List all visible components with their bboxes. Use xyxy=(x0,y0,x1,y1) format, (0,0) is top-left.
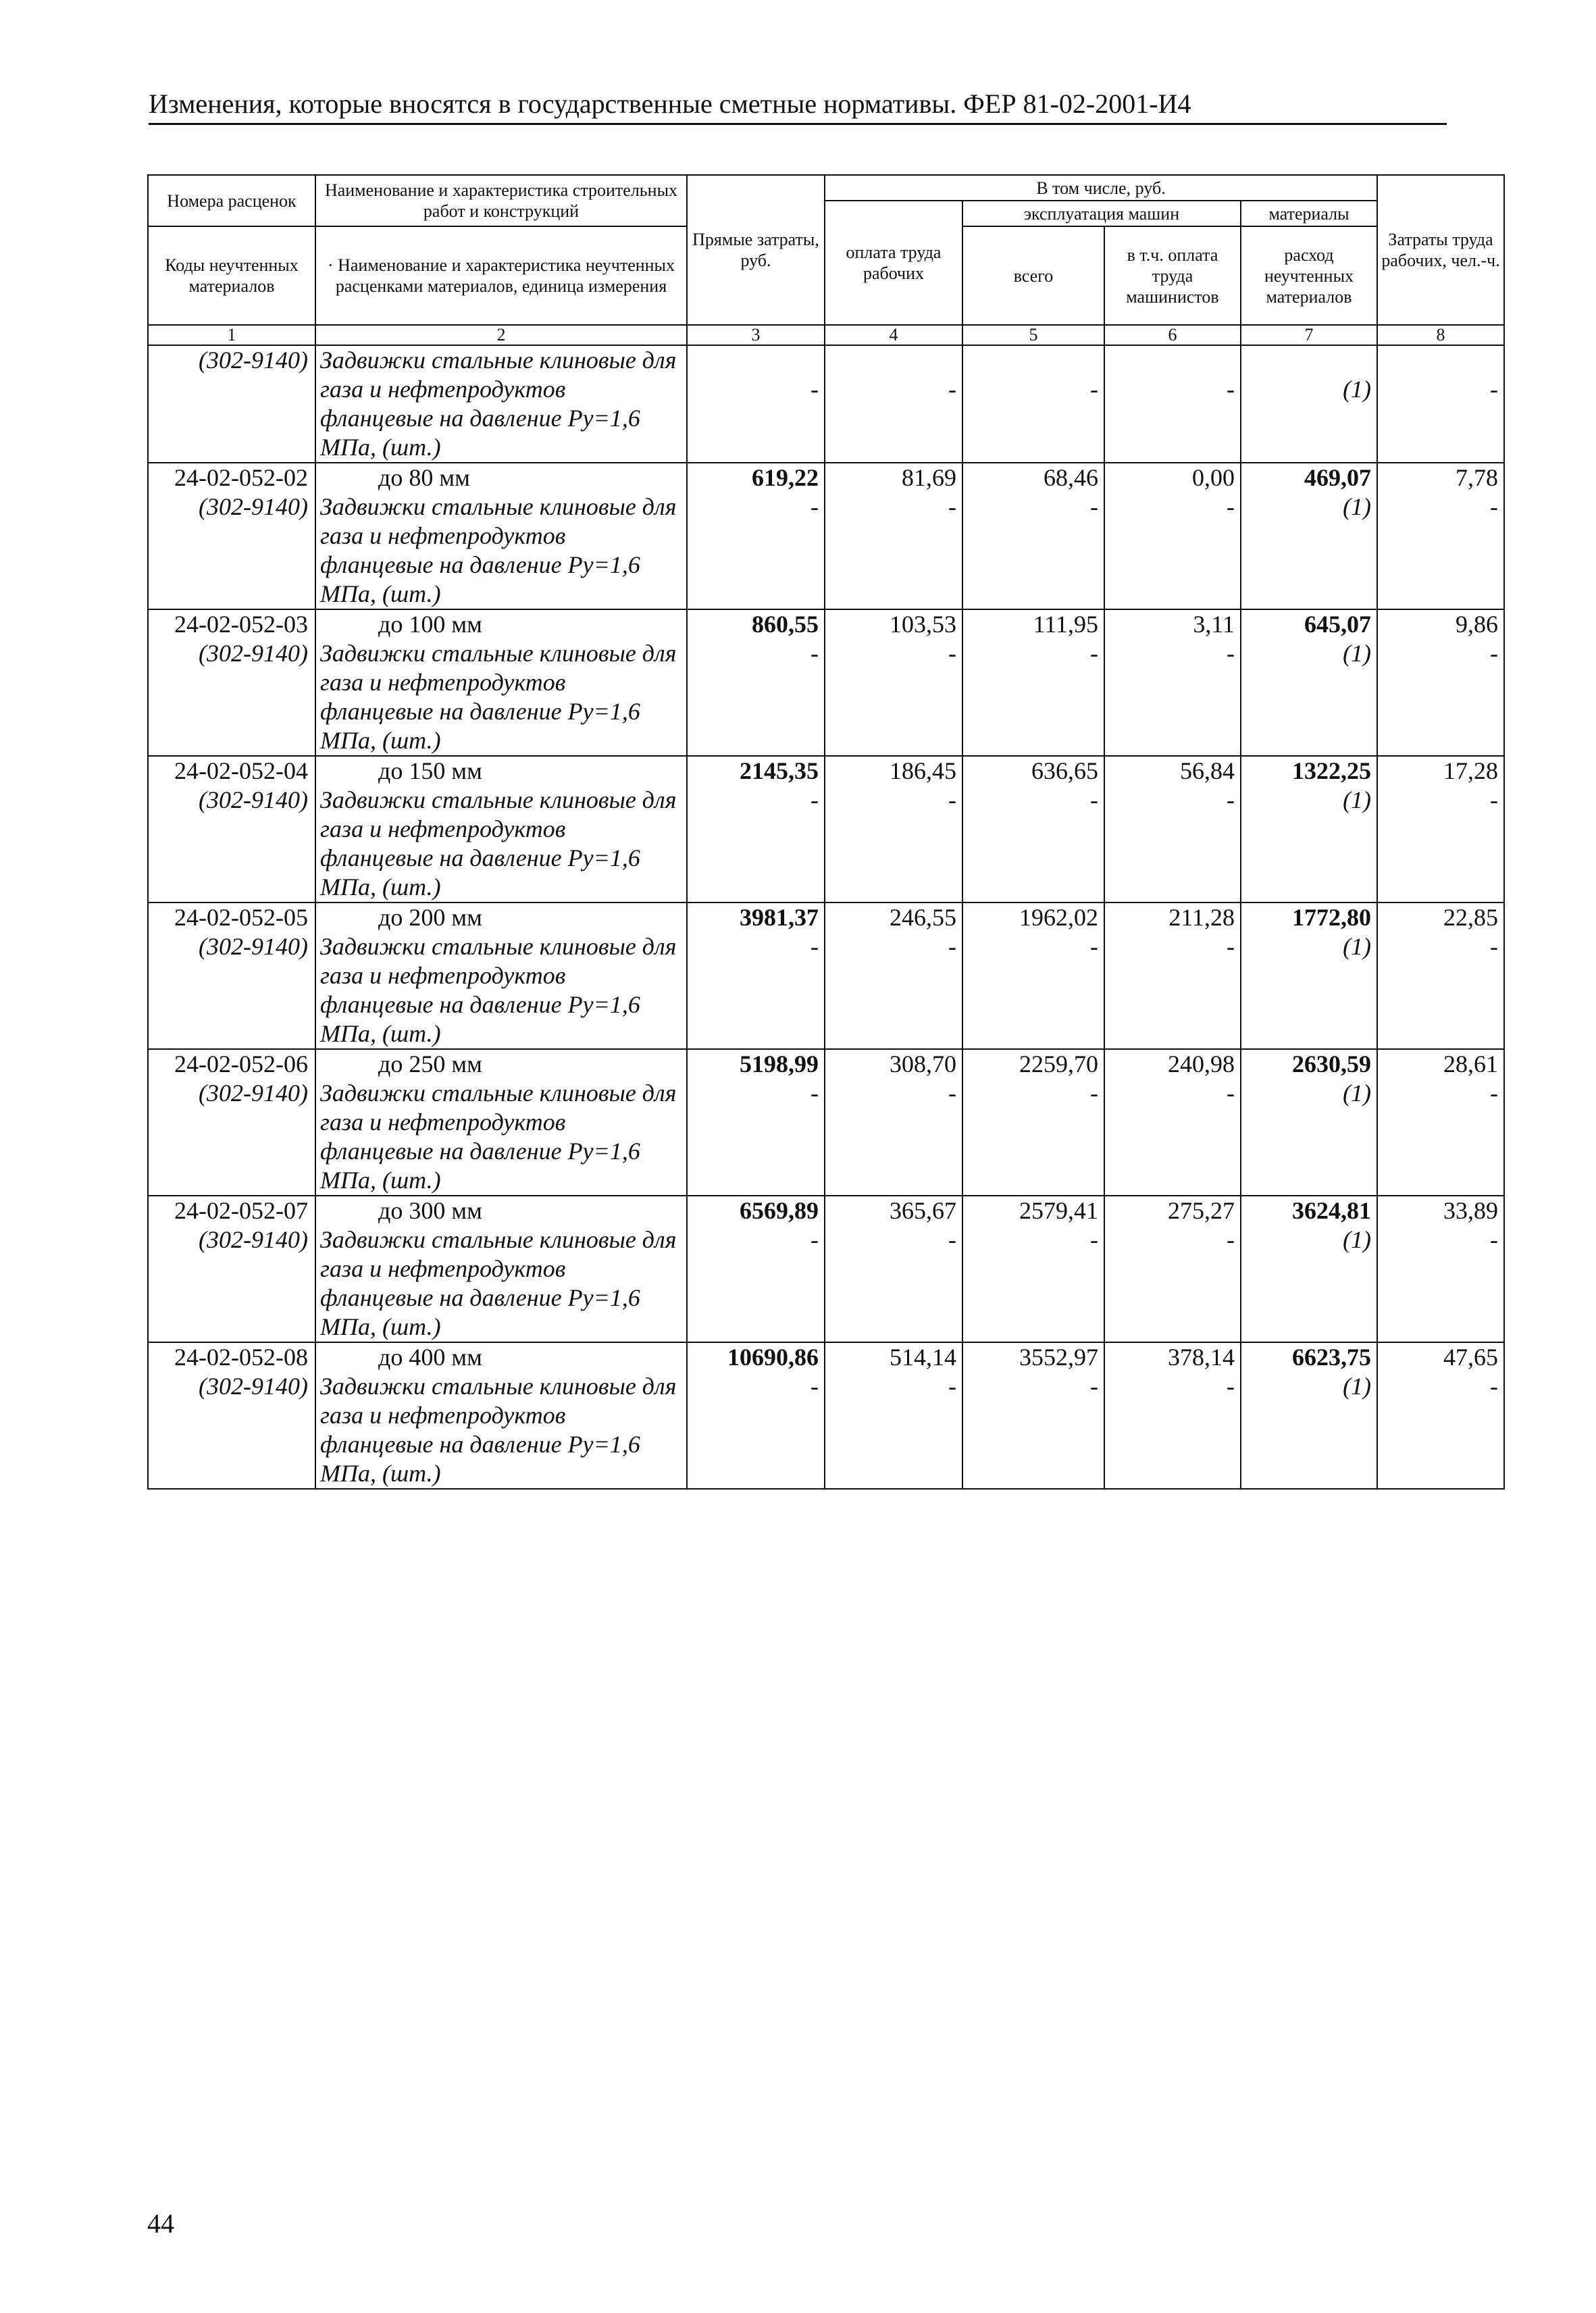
labor-hours-cell xyxy=(1377,1342,1504,1489)
value: 2630,59 xyxy=(1292,1050,1372,1077)
value: 186,45 xyxy=(890,757,956,784)
column-number: 4 xyxy=(825,325,962,345)
header-labor-pay: оплата труда рабочих xyxy=(825,201,962,325)
value: 645,07 xyxy=(1304,611,1372,638)
value-sub: - xyxy=(1227,376,1235,403)
value-sub: - xyxy=(810,376,819,403)
header-labor-costs: Затраты труда рабочих, чел.-ч. xyxy=(1377,175,1504,325)
header-machinist-pay: в т.ч. оплата труда машинистов xyxy=(1104,226,1241,325)
value xyxy=(1378,346,1498,375)
rate-code: 24-02-052-07 xyxy=(174,1197,308,1224)
direct-costs-cell xyxy=(687,756,825,903)
machinist-pay-cell xyxy=(1104,903,1241,1049)
value-sub: - xyxy=(810,786,819,813)
value-sub: - xyxy=(810,1373,819,1400)
name-cell xyxy=(315,756,687,903)
value: 211,28 xyxy=(1168,904,1235,931)
material-name: Задвижки стальные клиновые для газа и нефтепродуктов фланцевые на давление Ру=1,6 МПа, (шт.) xyxy=(320,933,677,1047)
work-name: до 250 мм xyxy=(378,1050,482,1077)
value: 514,14 xyxy=(890,1344,956,1371)
header-including: В том числе, руб. xyxy=(825,175,1377,201)
value-sub: (1) xyxy=(1343,376,1372,403)
name-cell xyxy=(315,1196,687,1342)
labor-pay-cell xyxy=(825,1049,962,1196)
column-number: 3 xyxy=(687,325,825,345)
value: 275,27 xyxy=(1168,1197,1235,1224)
value-sub: - xyxy=(810,640,819,667)
column-numbers-row xyxy=(148,325,1504,345)
value: 103,53 xyxy=(890,611,956,638)
value-sub: - xyxy=(1090,1226,1098,1253)
value-sub: - xyxy=(1090,493,1098,520)
material-code: (302-9140) xyxy=(199,933,308,960)
labor-hours-cell xyxy=(1377,463,1504,609)
machine-total-cell xyxy=(962,1342,1104,1489)
rate-code: 24-02-052-05 xyxy=(174,904,308,931)
value-sub: - xyxy=(948,640,956,667)
value: 365,67 xyxy=(890,1197,956,1224)
rate-code-cell xyxy=(148,903,315,1049)
rate-code: 24-02-052-02 xyxy=(174,464,308,491)
value-sub: - xyxy=(1090,933,1098,960)
header-materials: материалы xyxy=(1241,201,1377,226)
value-sub: (1) xyxy=(1343,1079,1372,1107)
material-name: Задвижки стальные клиновые для газа и нефтепродуктов фланцевые на давление Ру=1,6 МПа, (шт.) xyxy=(320,1373,677,1487)
direct-costs-cell xyxy=(687,1049,825,1196)
value: 469,07 xyxy=(1304,464,1372,491)
value-sub: - xyxy=(1490,1226,1499,1253)
value: 7,78 xyxy=(1456,464,1499,491)
work-name: до 100 мм xyxy=(378,611,482,638)
name-cell xyxy=(315,903,687,1049)
value xyxy=(1241,346,1371,375)
column-number: 6 xyxy=(1104,325,1241,345)
material-code: (302-9140) xyxy=(199,1373,308,1400)
table-row xyxy=(148,1196,1504,1342)
labor-hours-cell xyxy=(1377,1049,1504,1196)
labor-hours-cell xyxy=(1377,756,1504,903)
value-sub: - xyxy=(948,493,956,520)
materials-cell xyxy=(1241,1342,1377,1489)
value-sub: - xyxy=(948,376,956,403)
value xyxy=(825,346,956,375)
value-sub: - xyxy=(1090,1373,1098,1400)
material-code: (302-9140) xyxy=(199,347,308,374)
value: 6569,89 xyxy=(740,1197,819,1224)
machine-total-cell xyxy=(962,903,1104,1049)
table-row xyxy=(148,756,1504,903)
material-name: Задвижки стальные клиновые для газа и нефтепродуктов фланцевые на давление Ру=1,6 МПа, (шт.) xyxy=(320,786,677,900)
header-material-name: · Наименование и характеристика неучтенных расценками материалов, единица измерения xyxy=(315,226,687,325)
materials-cell xyxy=(1241,903,1377,1049)
material-name: Задвижки стальные клиновые для газа и нефтепродуктов фланцевые на давление Ру=1,6 МПа, (шт.) xyxy=(320,640,677,754)
value-sub: - xyxy=(948,1373,956,1400)
material-code: (302-9140) xyxy=(199,493,308,520)
machine-total-cell xyxy=(962,463,1104,609)
value: 81,69 xyxy=(902,464,956,491)
rate-code-cell xyxy=(148,756,315,903)
header-material-codes: Коды неучтенных материалов xyxy=(148,226,315,325)
value-sub: - xyxy=(1490,786,1499,813)
name-cell xyxy=(315,1049,687,1196)
value-sub: - xyxy=(1090,786,1098,813)
labor-pay-cell xyxy=(825,903,962,1049)
value-sub: - xyxy=(810,933,819,960)
value-sub: - xyxy=(948,1226,956,1253)
value: 22,85 xyxy=(1443,904,1499,931)
value: 1962,02 xyxy=(1019,904,1098,931)
value: 9,86 xyxy=(1456,611,1499,638)
material-name: Задвижки стальные клиновые для газа и нефтепродуктов фланцевые на давление Ру=1,6 МПа, (шт.) xyxy=(320,1226,677,1340)
value-sub: - xyxy=(1227,640,1235,667)
rate-code-cell xyxy=(148,1196,315,1342)
value xyxy=(963,346,1098,375)
work-name: до 400 мм xyxy=(378,1344,482,1371)
name-cell xyxy=(315,1342,687,1489)
value-sub: - xyxy=(948,786,956,813)
table-header xyxy=(148,175,1504,345)
direct-costs-cell xyxy=(687,903,825,1049)
direct-costs-cell xyxy=(687,609,825,756)
rates-table xyxy=(147,174,1505,1490)
labor-hours-cell xyxy=(1377,609,1504,756)
value-sub: - xyxy=(1227,493,1235,520)
value: 6623,75 xyxy=(1292,1344,1372,1371)
rate-code: 24-02-052-04 xyxy=(174,757,308,784)
value: 2259,70 xyxy=(1019,1050,1098,1077)
labor-pay-cell xyxy=(825,609,962,756)
machinist-pay-cell xyxy=(1104,1049,1241,1196)
value-sub: - xyxy=(1090,640,1098,667)
table-row xyxy=(148,609,1504,756)
header-work-name: Наименование и характеристика строительных работ и конструкций xyxy=(315,175,687,226)
value: 28,61 xyxy=(1443,1050,1499,1077)
value: 619,22 xyxy=(752,464,819,491)
header-direct-costs: Прямые затраты, руб. xyxy=(687,175,825,325)
value: 3624,81 xyxy=(1292,1197,1372,1224)
materials-cell xyxy=(1241,1049,1377,1196)
rate-code: 24-02-052-08 xyxy=(174,1344,308,1371)
value-sub: - xyxy=(1227,1079,1235,1107)
machinist-pay-cell xyxy=(1104,463,1241,609)
machine-total-cell xyxy=(962,345,1104,463)
labor-pay-cell xyxy=(825,463,962,609)
value: 636,65 xyxy=(1031,757,1098,784)
value-sub: - xyxy=(1490,1373,1499,1400)
value-sub: - xyxy=(1090,1079,1098,1107)
value: 3,11 xyxy=(1193,611,1235,638)
machine-total-cell xyxy=(962,756,1104,903)
value: 68,46 xyxy=(1044,464,1098,491)
machine-total-cell xyxy=(962,1196,1104,1342)
value xyxy=(688,346,819,375)
rate-code-cell xyxy=(148,1342,315,1489)
rate-code-cell xyxy=(148,1049,315,1196)
value-sub: (1) xyxy=(1343,1226,1372,1253)
value: 308,70 xyxy=(890,1050,956,1077)
materials-cell xyxy=(1241,1196,1377,1342)
material-name: Задвижки стальные клиновые для газа и нефтепродуктов фланцевые на давление Ру=1,6 МПа, (шт.) xyxy=(320,493,677,607)
materials-cell xyxy=(1241,345,1377,463)
name-cell xyxy=(315,345,687,463)
value-sub: - xyxy=(1227,933,1235,960)
value: 2145,35 xyxy=(740,757,819,784)
value xyxy=(1105,346,1235,375)
machine-total-cell xyxy=(962,609,1104,756)
labor-hours-cell xyxy=(1377,903,1504,1049)
labor-pay-cell xyxy=(825,756,962,903)
value-sub: - xyxy=(1227,1226,1235,1253)
value: 860,55 xyxy=(752,611,819,638)
material-code: (302-9140) xyxy=(199,1079,308,1107)
value-sub: - xyxy=(810,1079,819,1107)
value-sub: - xyxy=(1490,640,1499,667)
value: 5198,99 xyxy=(740,1050,819,1077)
material-name: Задвижки стальные клиновые для газа и нефтепродуктов фланцевые на давление Ру=1,6 МПа, (шт.) xyxy=(320,347,677,461)
value-sub: (1) xyxy=(1343,493,1372,520)
header-rate-number: Номера расценок xyxy=(148,175,315,226)
rate-code-cell xyxy=(148,345,315,463)
value: 240,98 xyxy=(1168,1050,1235,1077)
page-number: 44 xyxy=(147,2208,174,2239)
labor-pay-cell xyxy=(825,345,962,463)
table-body xyxy=(148,345,1504,1489)
work-name: до 300 мм xyxy=(378,1197,482,1224)
work-name: до 150 мм xyxy=(378,757,482,784)
machinist-pay-cell xyxy=(1104,1196,1241,1342)
material-name: Задвижки стальные клиновые для газа и нефтепродуктов фланцевые на давление Ру=1,6 МПа, (шт.) xyxy=(320,1079,677,1194)
material-code: (302-9140) xyxy=(199,640,308,667)
labor-pay-cell xyxy=(825,1342,962,1489)
value-sub: - xyxy=(1490,376,1499,403)
value-sub: (1) xyxy=(1343,786,1372,813)
name-cell xyxy=(315,463,687,609)
table-row xyxy=(148,1342,1504,1489)
header-machine-operation: эксплуатация машин xyxy=(962,201,1241,226)
table-row xyxy=(148,345,1504,463)
page-header: Изменения, которые вносятся в государственные сметные нормативы. ФЕР 81-02-2001-И4 xyxy=(149,86,1447,125)
rate-code-cell xyxy=(148,609,315,756)
value-sub: - xyxy=(810,493,819,520)
materials-cell xyxy=(1241,609,1377,756)
direct-costs-cell xyxy=(687,463,825,609)
table-row xyxy=(148,903,1504,1049)
value: 0,00 xyxy=(1192,464,1235,491)
material-code: (302-9140) xyxy=(199,786,308,813)
value: 47,65 xyxy=(1443,1344,1499,1371)
value: 3981,37 xyxy=(740,904,819,931)
machinist-pay-cell xyxy=(1104,1342,1241,1489)
value-sub: - xyxy=(1227,1373,1235,1400)
table-row xyxy=(148,1049,1504,1196)
header-machine-total: всего xyxy=(962,226,1104,325)
value: 56,84 xyxy=(1180,757,1235,784)
direct-costs-cell xyxy=(687,345,825,463)
value-sub: - xyxy=(810,1226,819,1253)
rate-code: 24-02-052-06 xyxy=(174,1050,308,1077)
direct-costs-cell xyxy=(687,1196,825,1342)
labor-pay-cell xyxy=(825,1196,962,1342)
material-code: (302-9140) xyxy=(199,1226,308,1253)
rate-code: 24-02-052-03 xyxy=(174,611,308,638)
materials-cell xyxy=(1241,463,1377,609)
machinist-pay-cell xyxy=(1104,345,1241,463)
value: 33,89 xyxy=(1443,1197,1499,1224)
value-sub: - xyxy=(1490,1079,1499,1107)
value: 1772,80 xyxy=(1292,904,1372,931)
work-name: до 80 мм xyxy=(378,464,470,491)
materials-cell xyxy=(1241,756,1377,903)
value-sub: (1) xyxy=(1343,933,1372,960)
rate-code-cell xyxy=(148,463,315,609)
column-number: 1 xyxy=(148,325,315,345)
direct-costs-cell xyxy=(687,1342,825,1489)
machinist-pay-cell xyxy=(1104,609,1241,756)
machinist-pay-cell xyxy=(1104,756,1241,903)
value: 3552,97 xyxy=(1019,1344,1098,1371)
value-sub: (1) xyxy=(1343,1373,1372,1400)
value: 2579,41 xyxy=(1019,1197,1098,1224)
labor-hours-cell xyxy=(1377,345,1504,463)
value: 10690,86 xyxy=(727,1344,819,1371)
work-name: до 200 мм xyxy=(378,904,482,931)
value: 1322,25 xyxy=(1292,757,1372,784)
column-number: 2 xyxy=(315,325,687,345)
value-sub: - xyxy=(1490,933,1499,960)
value: 111,95 xyxy=(1033,611,1098,638)
column-number: 8 xyxy=(1377,325,1504,345)
value-sub: - xyxy=(1090,376,1098,403)
value: 246,55 xyxy=(890,904,956,931)
value-sub: - xyxy=(1227,786,1235,813)
value-sub: - xyxy=(948,1079,956,1107)
header-materials-consumption: расход неучтенных материалов xyxy=(1241,226,1377,325)
value: 378,14 xyxy=(1168,1344,1235,1371)
labor-hours-cell xyxy=(1377,1196,1504,1342)
value-sub: - xyxy=(1490,493,1499,520)
table-row xyxy=(148,463,1504,609)
column-number: 5 xyxy=(962,325,1104,345)
value-sub: (1) xyxy=(1343,640,1372,667)
machine-total-cell xyxy=(962,1049,1104,1196)
value: 17,28 xyxy=(1443,757,1499,784)
column-number: 7 xyxy=(1241,325,1377,345)
value-sub: - xyxy=(948,933,956,960)
name-cell xyxy=(315,609,687,756)
